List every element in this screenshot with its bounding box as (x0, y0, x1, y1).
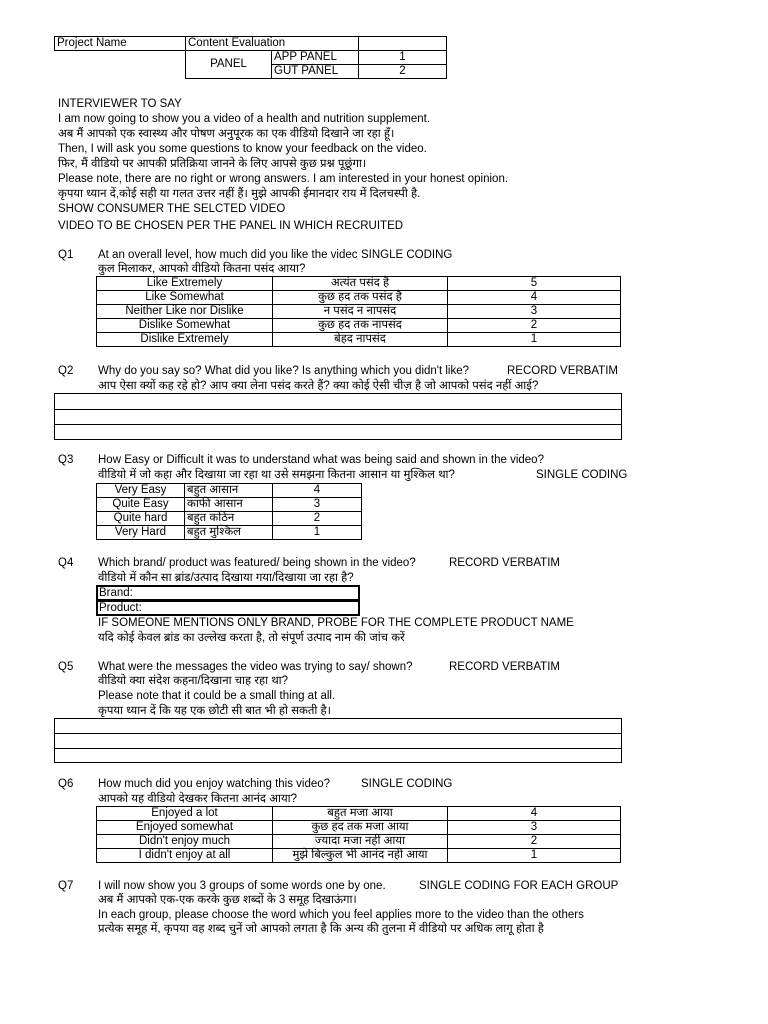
question-number: Q1 (58, 249, 74, 261)
brand-label: Brand: (99, 587, 133, 599)
question-text-hindi: अब मैं आपको एक-एक करके कुछ शब्दों के 3 समूह दिखाऊंगा। (98, 894, 357, 906)
question-number: Q6 (58, 778, 74, 790)
project-name-label: Project Name (55, 37, 186, 51)
intro-line: Then, I will ask you some questions to know your feedback on the video. (58, 143, 427, 155)
coding-instruction: SINGLE CODING (361, 778, 453, 790)
question-text-hindi: वीडियो क्या संदेश कहना/दिखाना चाह रहा था? (98, 675, 289, 687)
table-row[interactable]: Quite Easy काफी आसान 3 (97, 498, 362, 512)
q6-options-table (96, 806, 621, 863)
table-row[interactable]: Enjoyed somewhat कुछ हद तक मजा आया 3 (97, 821, 621, 835)
question-text-hindi: आप ऐसा क्यों कह रहे हो? आप क्या लेना पसंद करते हैं? क्या कोई ऐसी चीज़ है जो आपको पसंद नहीं आई? (98, 380, 539, 392)
panel-name: APP PANEL (272, 51, 359, 65)
question-note: Please note that it could be a small thing at all. (98, 690, 336, 702)
probe-instruction: IF SOMEONE MENTIONS ONLY BRAND, PROBE FOR THE COMPLETE PRODUCT NAME (98, 617, 574, 629)
question-note-hindi: कृपया ध्यान दें कि यह एक छोटी सी बात भी हो सकती है। (98, 705, 332, 717)
question-text-hindi: प्रत्येक समूह में, कृपया वह शब्द चुनें जो आपको लगता है कि अन्य की तुलना में वीडियो पर अधिक लागू होता है (98, 923, 544, 935)
product-label: Product: (99, 602, 142, 614)
table-row[interactable]: Like Extremely अत्यंत पसंद है 5 (97, 277, 621, 291)
intro-line-hindi: कृपया ध्यान दें,कोई सही या गलत उत्तर नहीं हैं। मुझे आपकी ईमानदार राय में दिलचस्पी है. (58, 188, 421, 200)
table-row[interactable]: Neither Like nor Dislike न पसंद न नापसंद 3 (97, 305, 621, 319)
verbatim-answer-box[interactable] (54, 718, 622, 763)
intro-instruction: VIDEO TO BE CHOSEN PER THE PANEL IN WHICH RECRUITED (58, 220, 404, 232)
probe-instruction-hindi: यदि कोई केवल ब्रांड का उल्लेख करता है, तो संपूर्ण उत्पाद नाम की जांच करें (98, 632, 405, 644)
question-text: Which brand/ product was featured/ being shown in the video? (98, 557, 416, 569)
table-row[interactable]: Didn't enjoy much ज्यादा मजा नहीं आया 2 (97, 835, 621, 849)
coding-instruction: RECORD VERBATIM (449, 661, 560, 673)
panel-code: 2 (359, 65, 447, 79)
question-text: How much did you enjoy watching this video? (98, 778, 331, 790)
question-number: Q3 (58, 454, 74, 466)
intro-line-hindi: अब मैं आपको एक स्वास्थ्य और पोषण अनुपूरक का एक वीडियो दिखाने जा रहा हूँ। (58, 128, 395, 140)
product-field[interactable] (96, 600, 360, 616)
question-text: In each group, please choose the word which you feel applies more to the video than the others (98, 909, 584, 921)
q1-options-table (96, 276, 621, 347)
coding-instruction: SINGLE CODING FOR EACH GROUP (419, 880, 619, 892)
question-text: I will now show you 3 groups of some words one by one. (98, 880, 386, 892)
interviewer-instruction: INTERVIEWER TO SAY (58, 98, 182, 110)
question-text-hindi: वीडियो में कौन सा ब्रांड/उत्पाद दिखाया गया/दिखाया जा रहा है? (98, 572, 354, 584)
intro-instruction: SHOW CONSUMER THE SELCTED VIDEO (58, 203, 286, 215)
question-text: What were the messages the video was trying to say/ shown? (98, 661, 413, 673)
coding-instruction: RECORD VERBATIM (507, 365, 618, 377)
q3-options-table (96, 483, 362, 540)
brand-field[interactable] (96, 585, 360, 601)
table-row[interactable]: I didn't enjoy at all मुझे बिल्कुल भी आनंद नहीं आया 1 (97, 849, 621, 863)
table-row[interactable]: Dislike Extremely बेहद नापसंद 1 (97, 333, 621, 347)
question-text: Why do you say so? What did you like? Is anything which you didn't like? (98, 365, 470, 377)
panel-name: GUT PANEL (272, 65, 359, 79)
table-row[interactable]: Quite hard बहुत कठिन 2 (97, 512, 362, 526)
panel-code: 1 (359, 51, 447, 65)
coding-instruction: SINGLE CODING (536, 469, 628, 481)
intro-line-hindi: फिर, मैं वीडियो पर आपकी प्रतिक्रिया जानने के लिए आपसे कुछ प्रश्न पूछूंगा। (58, 158, 367, 170)
question-text-hindi: कुल मिलाकर, आपको वीडियो कितना पसंद आया? (98, 263, 306, 275)
question-text-hindi: वीडियो में जो कहा और दिखाया जा रहा था उसे समझना कितना आसान या मुश्किल था? (98, 469, 455, 481)
question-number: Q2 (58, 365, 74, 377)
intro-line: I am now going to show you a video of a health and nutrition supplement. (58, 113, 431, 125)
intro-line: Please note, there are no right or wrong answers. I am interested in your honest opinion. (58, 173, 509, 185)
coding-instruction: SINGLE CODING (361, 249, 453, 261)
question-number: Q5 (58, 661, 74, 673)
question-number: Q4 (58, 557, 74, 569)
verbatim-answer-box[interactable] (54, 393, 622, 440)
table-row[interactable]: Dislike Somewhat कुछ हद तक नापसंद 2 (97, 319, 621, 333)
question-text-hindi: आपको यह वीडियो देखकर कितना आनंद आया? (98, 793, 298, 805)
question-number: Q7 (58, 880, 74, 892)
question-text: At an overall level, how much did you like the videc (98, 249, 358, 261)
table-row[interactable]: Enjoyed a lot बहुत मजा आया 4 (97, 807, 621, 821)
table-row[interactable]: Like Somewhat कुछ हद तक पसंद है 4 (97, 291, 621, 305)
table-row[interactable]: Very Easy बहुत आसान 4 (97, 484, 362, 498)
panel-label: PANEL (186, 51, 272, 79)
project-value: Content Evaluation (186, 37, 359, 51)
table-row[interactable]: Very Hard बहुत मुश्किल 1 (97, 526, 362, 540)
question-text: How Easy or Difficult it was to understand what was being said and shown in the video? (98, 454, 544, 466)
project-header-table (54, 36, 447, 79)
coding-instruction: RECORD VERBATIM (449, 557, 560, 569)
